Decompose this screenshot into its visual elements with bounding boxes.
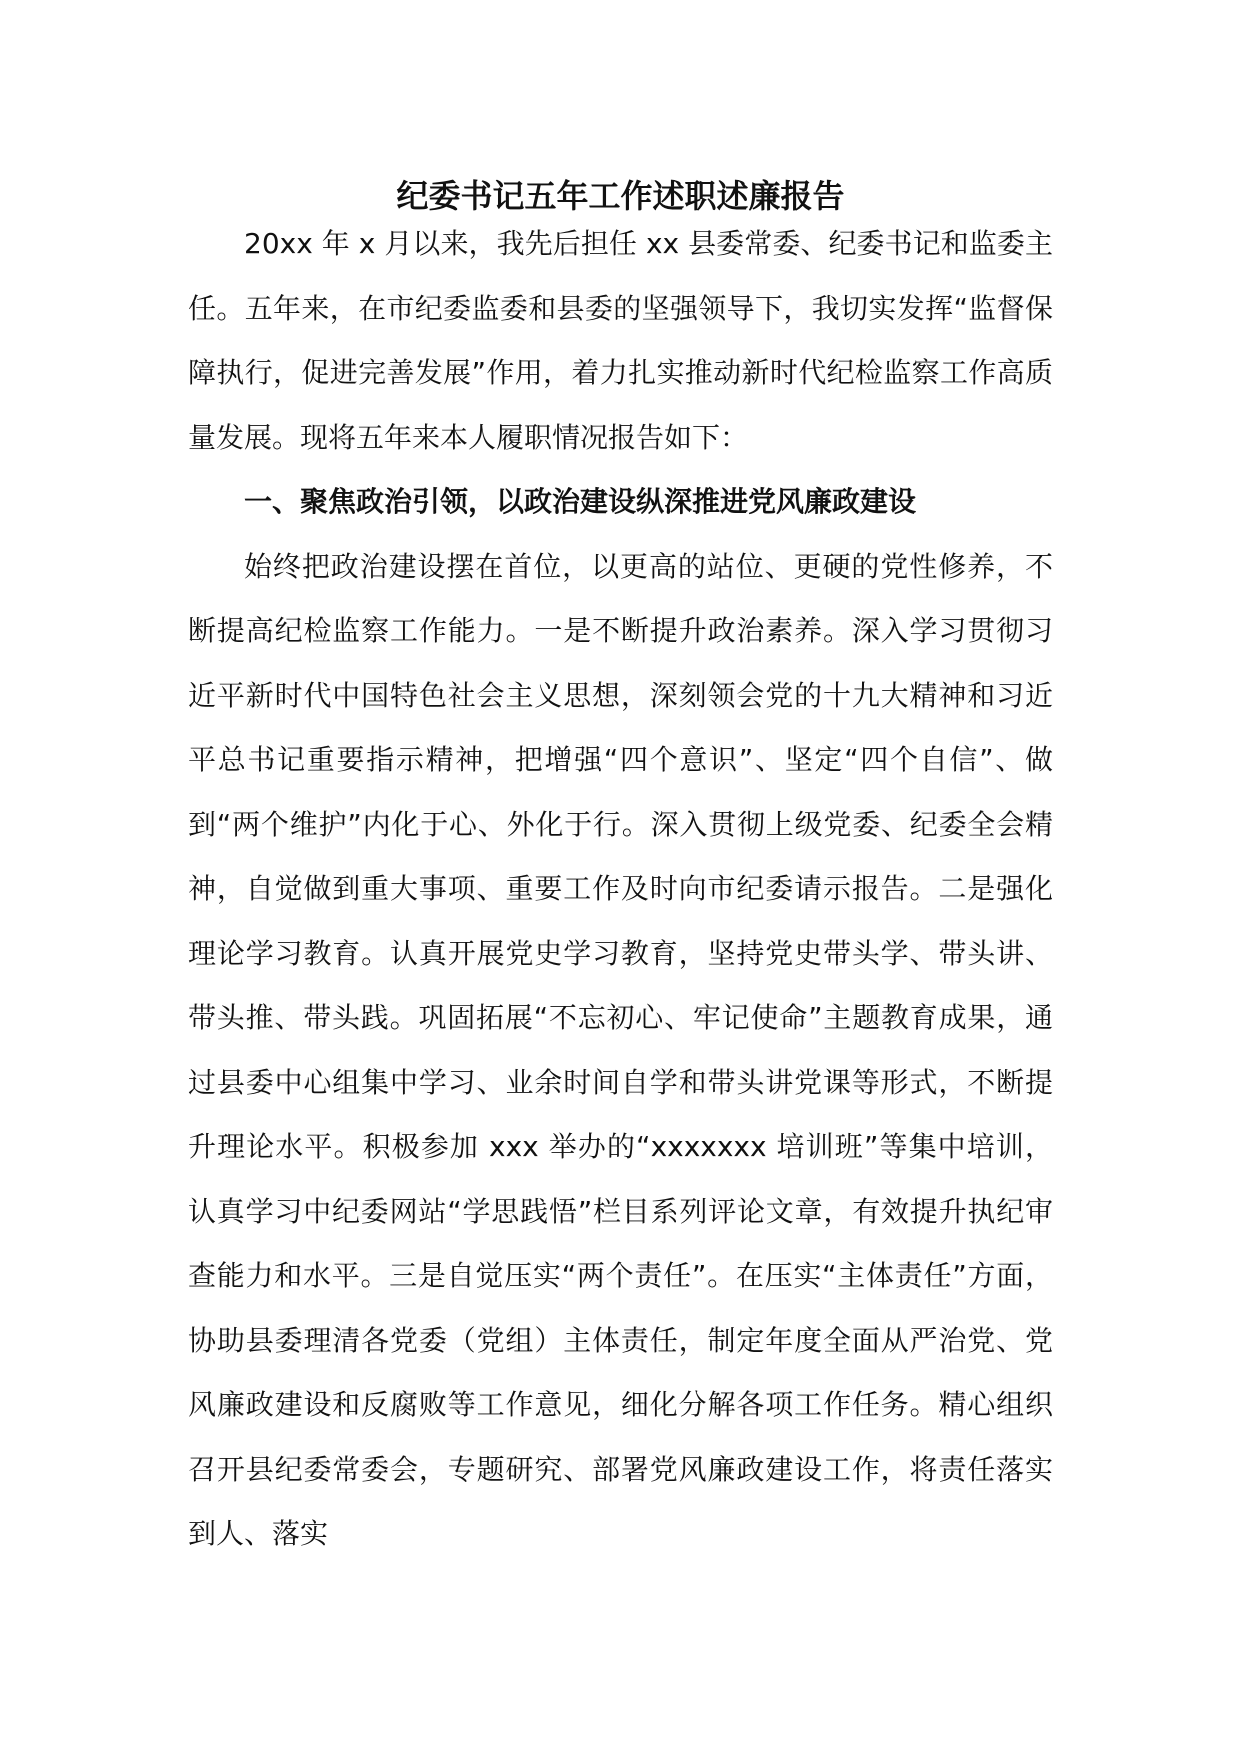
section-heading: 一、聚焦政治引领，以政治建设纵深推进党风廉政建设 [244,485,917,518]
document-body [188,212,1053,1567]
section-paragraph: 始终把政治建设摆在首位，以更高的站位、更硬的党性修养，不断提高纪检监察工作能力。一是不断提升政治素养。深入学习贯彻习近平新时代中国特色社会主义思想，深刻领会党的十九大精神和习近平总书记重要指示精神，把增强“四个意识”、坚定“四个自信”、做到“两个维护”内化于心、外化于行。深入贯彻上级党委、纪委全会精神，自觉做到重大事项、重要工作及时向市纪委请示报告。二是强化理论学习教育。认真开展党史学习教育，坚持党史带头学、带头讲、带头推、带头践。巩固拓展“不忘初心、牢记使命”主题教育成果，通过县委中心组集中学习、业余时间自学和带头讲党课等形式，不断提升理论水平。积极参加 xxx 举办的“xxxxxxx 培训班”等集中培训，认真学习中纪委网站“学思践悟”栏目系列评论文章，有效提升执纪审查能力和水平。三是自觉压实“两个责任”。在压实“主体责任”方面，协助县委理清各党委（党组）主体责任，制定年度全面从严治党、党风廉政建设和反腐败等工作意见，细化分解各项工作任务。精心组织召开县纪委常委会，专题研究、部署党风廉政建设工作，将责任落实到人、落实 [188,549,1053,1550]
document-title: 纪委书记五年工作述职述廉报告 [396,177,845,215]
intro-paragraph: 20xx 年 x 月以来，我先后担任 xx 县委常委、纪委书记和监委主任。五年来，在市纪委监委和县委的坚强领导下，我切实发挥“监督保障执行，促进完善发展”作用，着力扎实推动新时代纪检监察工作高质量发展。现将五年来本人履职情况报告如下： [188,227,1053,454]
